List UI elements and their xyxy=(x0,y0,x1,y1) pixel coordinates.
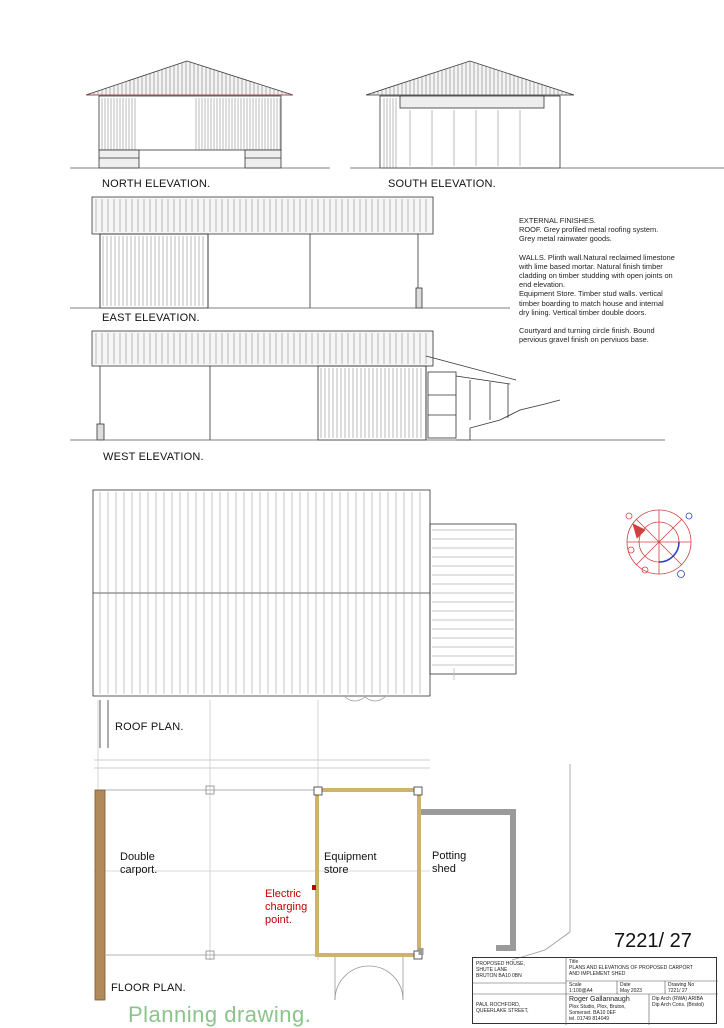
tb-drawing-no-label: Drawing No xyxy=(668,982,695,988)
tb-client: QUEERLAKE STREET, xyxy=(476,1008,529,1014)
floor-plan-label: FLOOR PLAN. xyxy=(111,982,186,994)
notes-line: end elevation. xyxy=(519,280,566,290)
tb-project: SHUTE LANE xyxy=(476,967,508,973)
notes-heading: EXTERNAL FINISHES. xyxy=(519,216,596,225)
tb-architect: Roger Gallannaugh xyxy=(569,996,630,1003)
notes-line: timber boarding to match house and internal xyxy=(519,298,664,308)
title-block xyxy=(472,957,717,1024)
tb-project: PROPOSED HOUSE, xyxy=(476,961,525,967)
notes-line: ROOF. Grey profiled metal roofing system. xyxy=(519,225,659,235)
tb-arch-tel: tel. 01749 814049 xyxy=(569,1016,610,1022)
tb-date: May 2023 xyxy=(620,988,642,994)
notes-line: dry lining. Vertical timber double doors. xyxy=(519,307,647,317)
tb-qualifications: Dip Arch (RWA) ARIBA xyxy=(652,996,704,1002)
room-label-line: Double xyxy=(120,851,155,863)
tb-title: PLANS AND ELEVATIONS OF PROPOSED CARPORT xyxy=(569,965,693,971)
tb-scale-label: Scale xyxy=(569,982,582,988)
room-label-line: Electric xyxy=(265,888,302,900)
west-elevation-drawing xyxy=(70,331,665,440)
notes-line: with lime based mortar. Natural finish timber xyxy=(519,261,663,271)
tb-project: BRUTON BA10 0BN xyxy=(476,973,522,979)
notes-line: Grey metal rainwater goods. xyxy=(519,234,612,244)
tb-drawing-no: 7221/ 27 xyxy=(668,988,688,994)
notes-line: Courtyard and turning circle finish. Bound xyxy=(519,326,655,336)
tb-scale: 1:100@A4 xyxy=(569,988,593,994)
east-elevation-label: EAST ELEVATION. xyxy=(102,312,200,324)
external-finishes-notes xyxy=(519,216,719,344)
notes-line: Equipment Store. Timber stud walls. vertical xyxy=(519,289,663,299)
south-elevation-label: SOUTH ELEVATION. xyxy=(388,178,496,190)
room-label-equipment-store xyxy=(324,851,377,877)
drawing-number: 7221/ 27 xyxy=(614,930,692,952)
tb-title: AND IMPLEMENT SHED xyxy=(569,971,626,977)
notes-line: cladding on timber studding with open joints on xyxy=(519,271,673,281)
tb-date-label: Date xyxy=(620,982,631,988)
room-label-carport xyxy=(120,851,157,877)
east-elevation-drawing xyxy=(70,197,510,308)
north-elevation-drawing xyxy=(70,61,330,168)
tb-title-label: Title xyxy=(569,959,579,965)
tb-qualifications: Dip Arch Cons. (Bristol) xyxy=(652,1002,704,1008)
roof-plan-drawing xyxy=(93,490,516,748)
notes-line: WALLS. Plinth wall.Natural reclaimed limestone xyxy=(519,252,675,262)
west-elevation-label: WEST ELEVATION. xyxy=(103,451,204,463)
floor-plan-drawing xyxy=(94,700,570,1000)
room-label-line: shed xyxy=(432,863,456,875)
roof-plan-label: ROOF PLAN. xyxy=(115,721,184,733)
room-label-line: Equipment xyxy=(324,851,377,863)
room-label-line: charging xyxy=(265,901,308,913)
room-label-line: Potting xyxy=(432,850,467,862)
room-label-line: point. xyxy=(265,914,292,926)
tb-arch-address: Somerset. BA10 0EF xyxy=(569,1010,616,1016)
tb-client: PAUL ROCHFORD, xyxy=(476,1002,521,1008)
north-elevation-label: NORTH ELEVATION. xyxy=(102,178,211,190)
electric-charging-point-label xyxy=(265,888,307,927)
room-label-potting-shed xyxy=(432,850,466,876)
south-elevation-drawing xyxy=(350,61,724,168)
tb-arch-address: Plox Studio, Plox, Bruton, xyxy=(569,1004,626,1010)
compass-rose xyxy=(626,510,692,578)
notes-line: pervious gravel finish on perviuos base. xyxy=(519,335,649,345)
room-label-line: carport. xyxy=(120,864,158,876)
planning-drawing-watermark: Planning drawing. xyxy=(128,1002,312,1027)
room-label-line: store xyxy=(324,864,349,876)
